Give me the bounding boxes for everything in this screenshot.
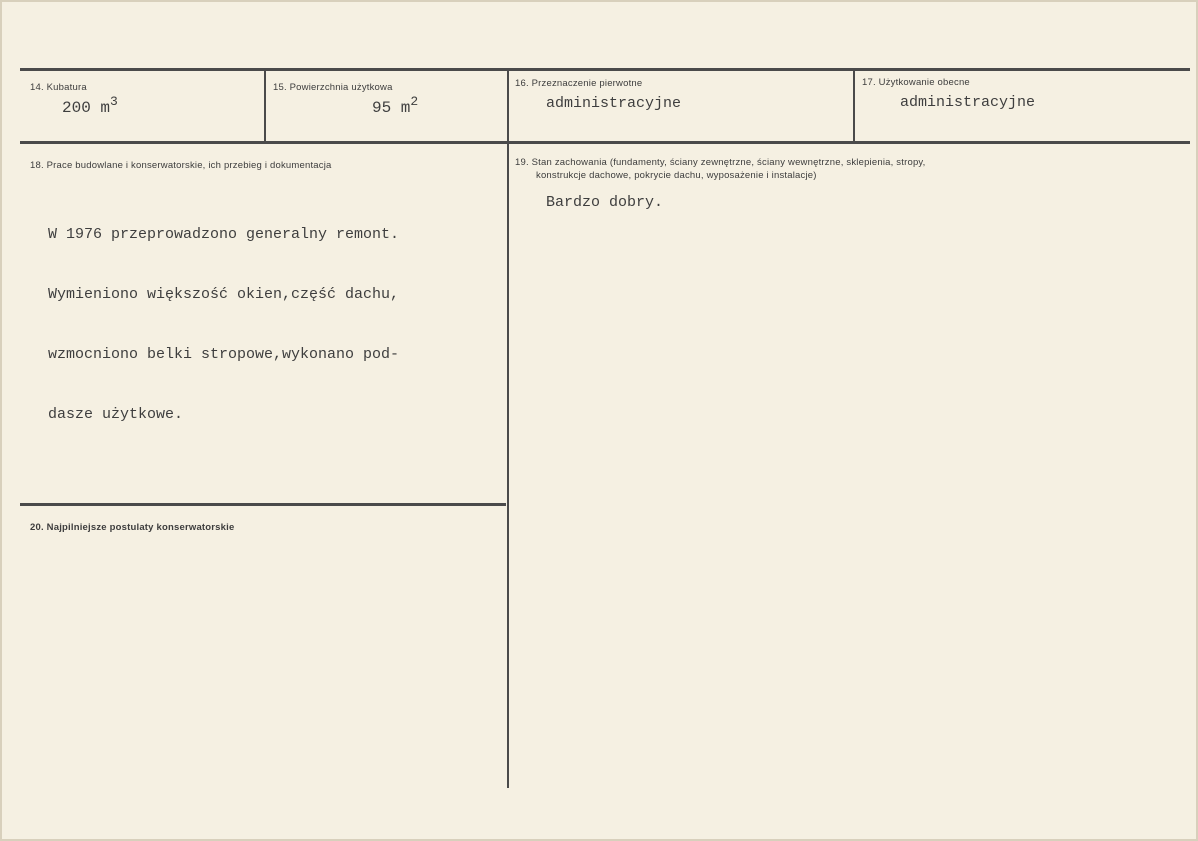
field-18-line-4: dasze użytkowe. <box>48 406 184 423</box>
field-14-value <box>62 94 118 119</box>
field-15-unit-exponent: 2 <box>410 94 419 109</box>
section-18-bottom-rule <box>20 503 506 506</box>
field-18-text <box>48 185 399 465</box>
field-14-number: 200 m <box>62 99 111 117</box>
field-14-unit-exponent: 3 <box>110 94 118 109</box>
field-16-label: 16. Przeznaczenie pierwotne <box>515 78 643 89</box>
field-15-label: 15. Powierzchnia użytkowa <box>273 82 393 93</box>
field-18-line-3: wzmocniono belki stropowe,wykonano pod- <box>48 346 400 363</box>
field-19-label-line-1: 19. Stan zachowania (fundamenty, ściany zewnętrzne, ściany wewnętrzne, sklepienia, stropy, <box>515 157 926 168</box>
field-18-line-2: Wymieniono większość okien,część dachu, <box>48 286 400 303</box>
field-14-label: 14. Kubatura <box>30 82 87 93</box>
field-18-label: 18. Prace budowlane i konserwatorskie, ich przebieg i dokumentacja <box>30 160 332 171</box>
field-16-value: administracyjne <box>546 95 682 112</box>
field-15-number: 95 m <box>372 99 411 117</box>
field-20-label: 20. Najpilniejsze postulaty konserwatorskie <box>30 522 235 533</box>
field-18-line-1: W 1976 przeprowadzono generalny remont. <box>48 226 400 243</box>
divider-16-17 <box>853 70 855 143</box>
header-bottom-rule <box>20 141 1190 144</box>
field-17-value: administracyjne <box>900 94 1036 111</box>
divider-15-16 <box>507 70 509 788</box>
divider-14-15 <box>264 70 266 143</box>
field-15-value <box>372 94 419 119</box>
top-rule <box>20 68 1190 71</box>
field-17-label: 17. Użytkowanie obecne <box>862 77 970 88</box>
field-19-label-line-2: konstrukcje dachowe, pokrycie dachu, wyposażenie i instalacje) <box>536 170 817 181</box>
field-19-value: Bardzo dobry. <box>546 194 664 211</box>
